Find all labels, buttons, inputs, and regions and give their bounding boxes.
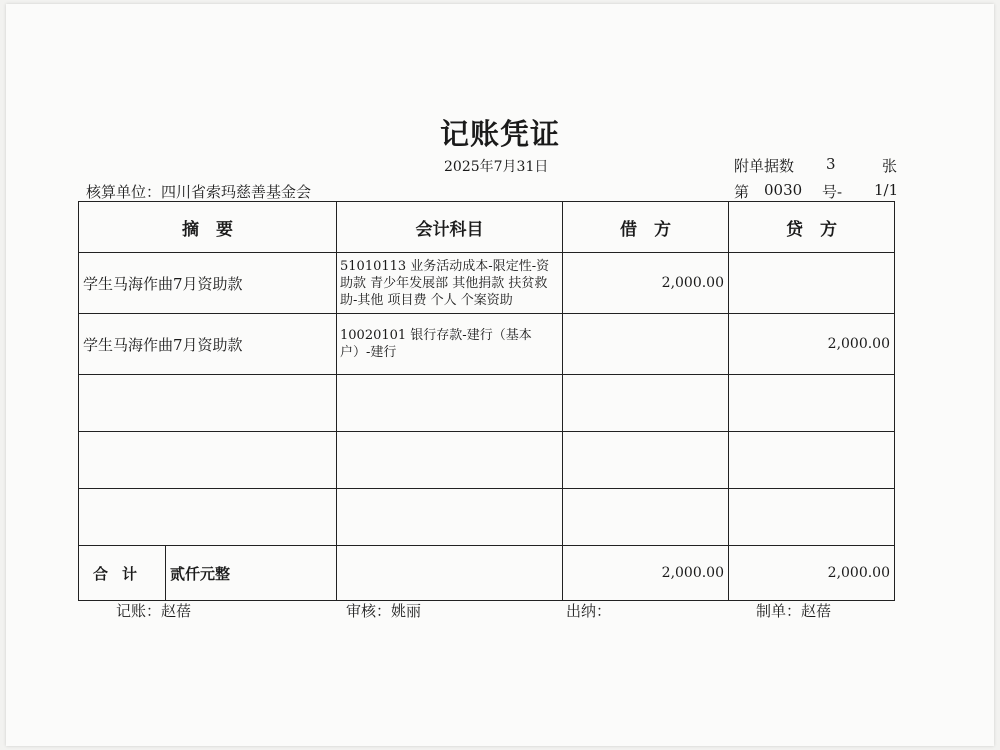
row-debit — [563, 314, 729, 375]
preparer-label: 制单： — [756, 602, 802, 620]
unit-name: 四川省索玛慈善基金会 — [161, 183, 312, 201]
total-amount-words: 贰仟元整 — [170, 564, 231, 583]
preparer-name: 赵蓓 — [801, 602, 832, 620]
accounting-unit — [86, 181, 311, 202]
voucher-no-value: 0030 — [764, 181, 803, 199]
total-debit: 2,000.00 — [563, 546, 729, 601]
row-credit: 2,000.00 — [729, 314, 895, 375]
header-debit: 借 方 — [563, 202, 729, 253]
attachments-label: 附单据数 — [734, 157, 795, 175]
table-row-empty — [79, 432, 895, 489]
voucher-no-suffix: 号- — [822, 183, 843, 201]
total-row — [79, 546, 895, 601]
voucher-date: 2025年7月31日 — [444, 159, 549, 175]
voucher-page: 1/1 — [874, 181, 899, 199]
attachments-count: 3 — [826, 155, 836, 173]
voucher-no-prefix: 第 — [734, 183, 750, 201]
row-account: 51010113 业务活动成本-限定性-资助款 青少年发展部 其他捐款 扶贫救助-其他 项目费 个人 个案资助 — [337, 253, 563, 314]
row-account: 10020101 银行存款-建行（基本户）-建行 — [337, 314, 563, 375]
table-row — [79, 314, 895, 375]
bookkeeper-name: 赵蓓 — [161, 602, 192, 620]
signature-cashier — [566, 600, 611, 621]
header-summary: 摘 要 — [79, 202, 337, 253]
table-row-empty — [79, 489, 895, 546]
table-header-row — [79, 202, 895, 253]
row-debit: 2,000.00 — [563, 253, 729, 314]
signature-preparer — [756, 600, 831, 621]
reviewer-label: 审核： — [346, 602, 392, 620]
table-row-empty — [79, 375, 895, 432]
table-row — [79, 253, 895, 314]
bookkeeper-label: 记账： — [116, 602, 162, 620]
cashier-label: 出纳： — [566, 602, 612, 620]
attachments-info — [734, 155, 898, 176]
signature-reviewer — [346, 600, 421, 621]
header-account: 会计科目 — [337, 202, 563, 253]
total-credit: 2,000.00 — [729, 546, 895, 601]
row-credit — [729, 253, 895, 314]
voucher-title: 记账凭证 — [439, 117, 560, 151]
signature-bookkeeper — [116, 600, 191, 621]
header-credit: 贷 方 — [729, 202, 895, 253]
row-summary: 学生马海作曲7月资助款 — [79, 253, 337, 314]
reviewer-name: 姚丽 — [391, 602, 422, 620]
row-summary: 学生马海作曲7月资助款 — [79, 314, 337, 375]
voucher-table — [78, 201, 895, 601]
attachments-unit: 张 — [882, 157, 898, 175]
total-label: 合计 — [79, 546, 166, 600]
unit-label: 核算单位： — [86, 183, 162, 201]
